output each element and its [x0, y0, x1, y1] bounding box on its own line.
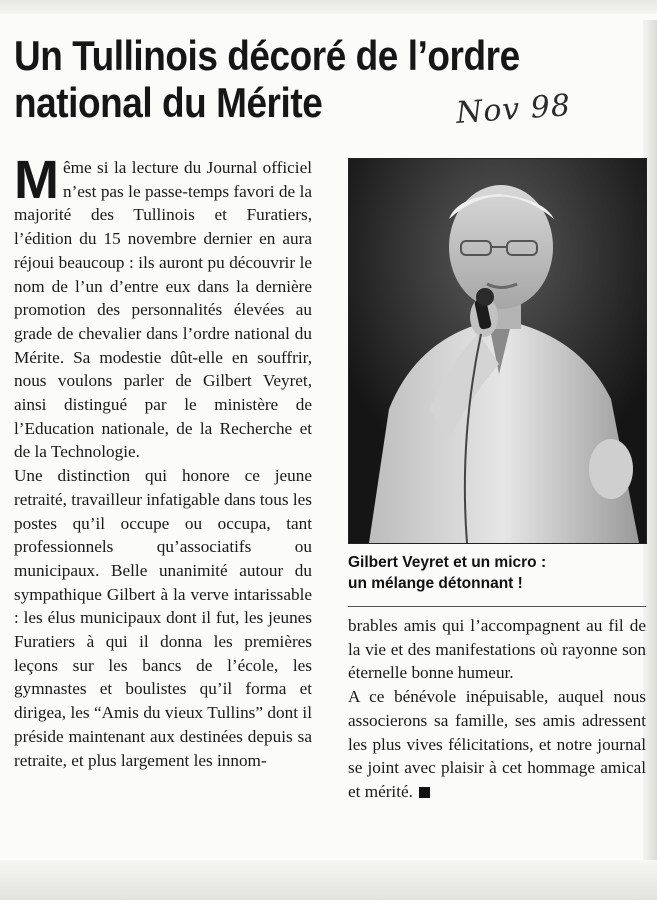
left-column	[14, 150, 312, 772]
page-edge-bottom	[0, 860, 657, 900]
article-photo	[348, 158, 647, 544]
page-edge-top	[0, 0, 657, 14]
headline-line-2: national du Mérite	[14, 79, 323, 126]
handwritten-date-note: Nov 98	[454, 88, 573, 131]
right-column	[348, 614, 646, 804]
drop-cap: M	[14, 150, 59, 210]
headline-line-1: Un Tullinois décoré de l’ordre	[14, 32, 520, 79]
photo-man-with-microphone	[349, 159, 646, 543]
paragraph-4	[348, 685, 646, 804]
caption-line-2: un mélange détonnant !	[348, 575, 523, 592]
paragraph-4-text: A ce bénévole inépuisable, auquel nous associerons sa famille, ses amis adressent les plus vives félicitations, et notre journal se joint avec plaisir à cet hommage amical et mérité.	[348, 687, 646, 801]
paragraph-1	[14, 150, 312, 464]
caption-line-1: Gilbert Veyret et un micro :	[348, 554, 547, 571]
paragraph-2: Une distinction qui honore ce jeune retraité, travailleur infatigable dans tous les postes qu’il occupe ou occupa, tant professionnels qu’associatifs ou municipaux. Belle unanimité autour du sympathique Gilbert à la verve intarissable : les élus municipaux dont il fut, les jeunes Furatiers à qui il donna les premières leçons sur les bancs de l’école, les gymnastes et boulistes qu’il forma et dirigea, les “Amis du vieux Tullins” dont il préside maintenant aux destinées depuis sa retraite, et plus largement les innom-	[14, 466, 312, 770]
paragraph-3: brables amis qui l’accompagnent au fil de la vie et des manifestations où rayonne son éternelle bonne humeur.	[348, 616, 646, 683]
end-of-article-mark	[419, 787, 430, 798]
paragraph-1-text: ême si la lecture du Journal officiel n’est pas le passe-temps favori de la majorité des Tullinois et Furatiers, l’édition du 15 novembre dernier en aura réjoui beaucoup : ils auront pu découvrir le nom de l’un d’entre eux dans la dernière promotion des personnalités élevées au grade de chevalier dans l’ordre national du Mérite. Sa modestie dût-elle en souffrir, nous voulons parler de Gilbert Veyret, ainsi distingué par le ministère de l’Education nationale, de la Recherche et de la Technologie.	[14, 158, 312, 462]
caption-divider	[348, 606, 646, 607]
photo-caption	[348, 552, 648, 594]
